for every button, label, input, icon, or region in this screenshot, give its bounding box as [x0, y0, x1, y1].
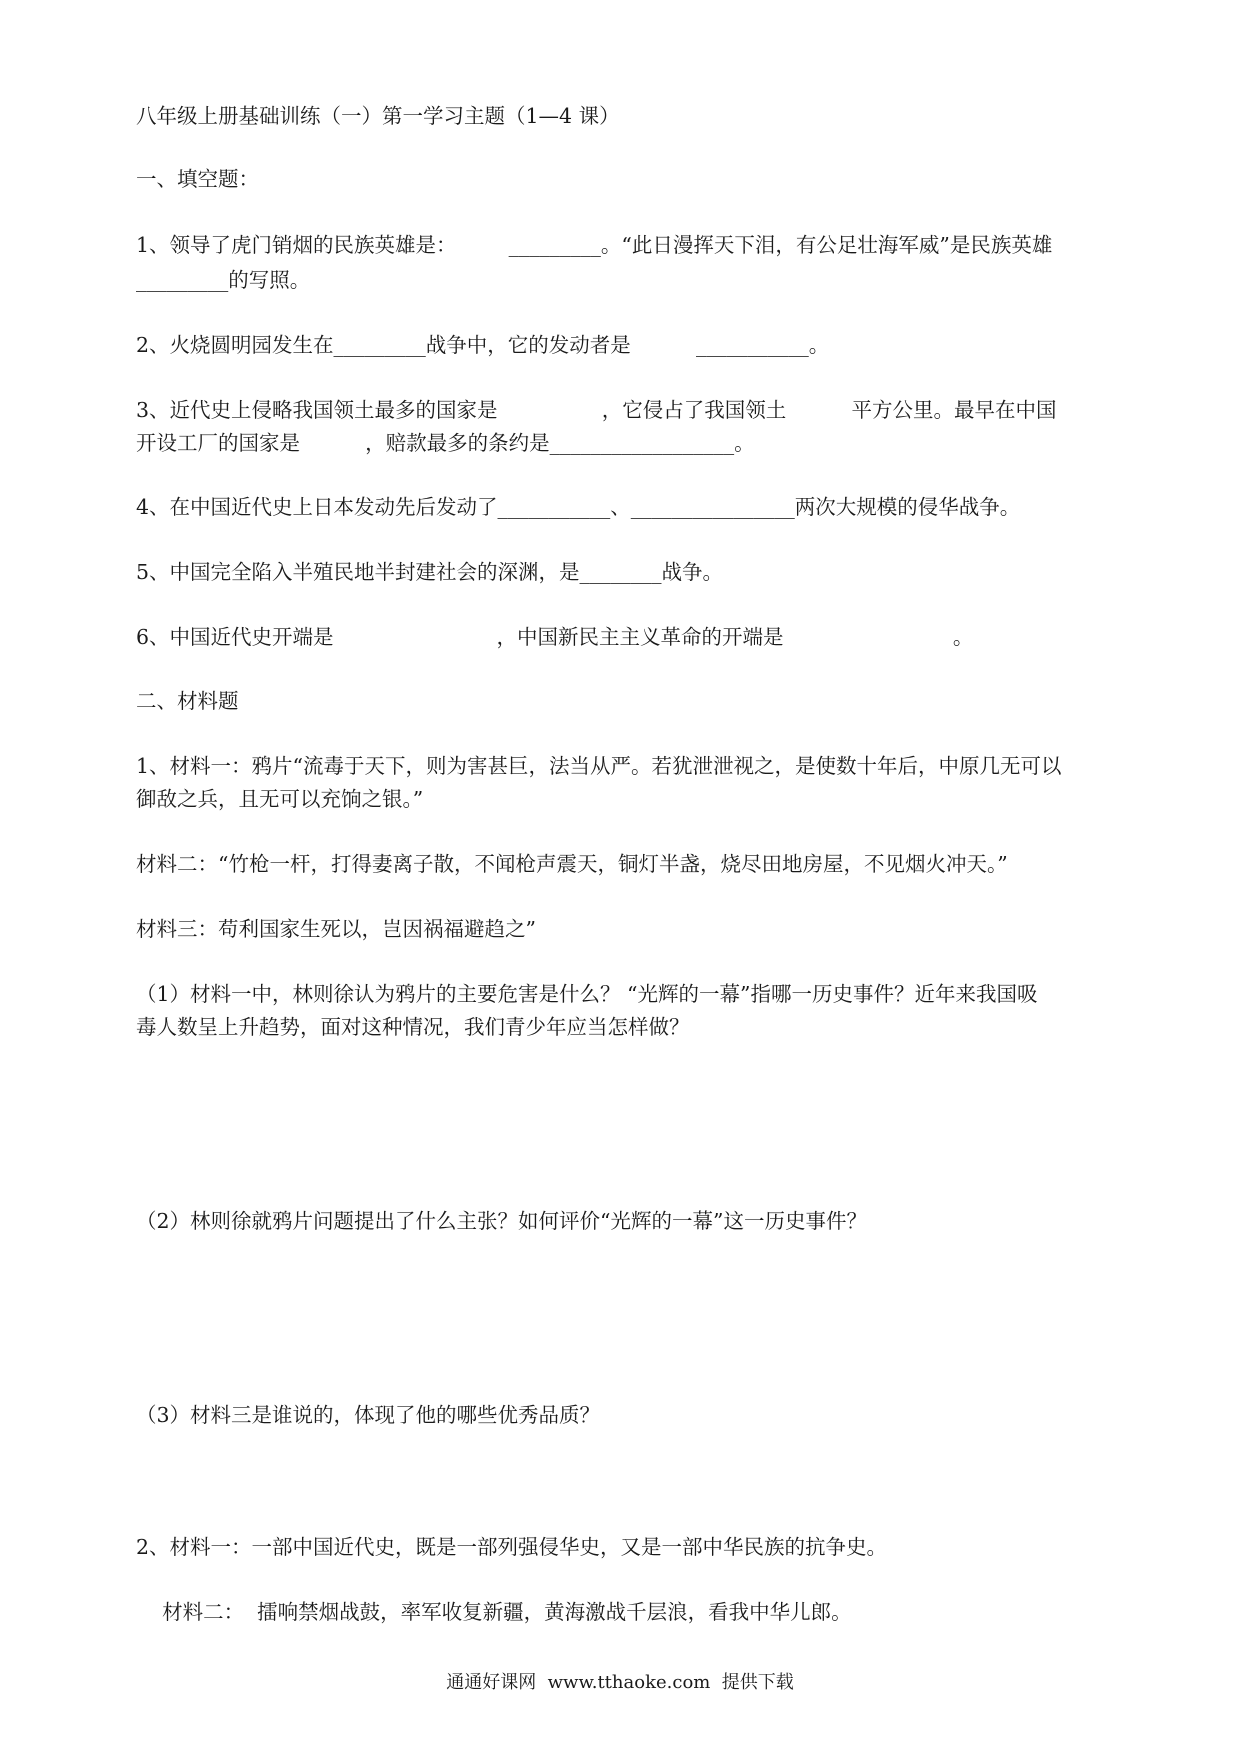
section-heading-materials: 二、材料题: [136, 689, 239, 713]
sub-question-1-line-1: （1）材料一中，林则徐认为鸦片的主要危害是什么？ “光辉的一幕”指哪一历史事件？近年来我国吸: [136, 982, 1038, 1006]
sub-question-2: （2）林则徐就鸦片问题提出了什么主张？如何评价“光辉的一幕”这一历史事件？: [136, 1209, 868, 1233]
page-footer: 通通好课网 www.tthaoke.com 提供下载: [446, 1672, 794, 1693]
material-3: 材料三：苟利国家生死以，岂因祸福避趋之”: [136, 917, 536, 941]
sub-question-1-line-2: 毒人数呈上升趋势，面对这种情况，我们青少年应当怎样做？: [136, 1015, 690, 1039]
question-2: 2、火烧圆明园发生在_________战争中，它的发动者是 ___________。: [136, 333, 830, 357]
question-1-line-1: 1、领导了虎门销烟的民族英雄是： _________。“此日漫挥天下泪，有公足壮海军威”是民族英雄: [136, 233, 1053, 257]
question-2-material-2: 材料二： 擂响禁烟战鼓，率军收复新疆，黄海激战千层浪，看我中华儿郎。: [136, 1600, 852, 1624]
question-3-line-2: 开设工厂的国家是 ，赔款最多的条约是__________________。: [136, 431, 755, 455]
section-heading-fill-in: 一、填空题：: [136, 167, 259, 191]
material-2: 材料二：“竹枪一杆，打得妻离子散，不闻枪声震天，铜灯半盏，烧尽田地房屋，不见烟火冲天。”: [136, 852, 1008, 876]
question-2-material-1: 2、材料一：一部中国近代史，既是一部列强侵华史，又是一部中华民族的抗争史。: [136, 1535, 888, 1559]
sub-question-3: （3）材料三是谁说的，体现了他的哪些优秀品质？: [136, 1403, 601, 1427]
question-6: 6、中国近代史开端是 ，中国新民主主义革命的开端是 。: [136, 625, 974, 649]
question-3-line-1: 3、近代史上侵略我国领土最多的国家是 ，它侵占了我国领土 平方公里。最早在中国: [136, 398, 1057, 422]
question-1-line-2: _________的写照。: [136, 268, 311, 292]
question-4: 4、在中国近代史上日本发动先后发动了___________、________________两次大规模的侵华战争。: [136, 495, 1021, 519]
material-1-line-2: 御敌之兵，且无可以充饷之银。”: [136, 787, 424, 811]
question-5: 5、中国完全陷入半殖民地半封建社会的深渊，是________战争。: [136, 560, 724, 584]
material-1-line-1: 1、材料一：鸦片“流毒于天下，则为害甚巨，法当从严。若犹泄泄视之，是使数十年后，中原几无可以: [136, 754, 1062, 778]
page-title: 八年级上册基础训练（一）第一学习主题（1—4 课）: [136, 104, 620, 128]
